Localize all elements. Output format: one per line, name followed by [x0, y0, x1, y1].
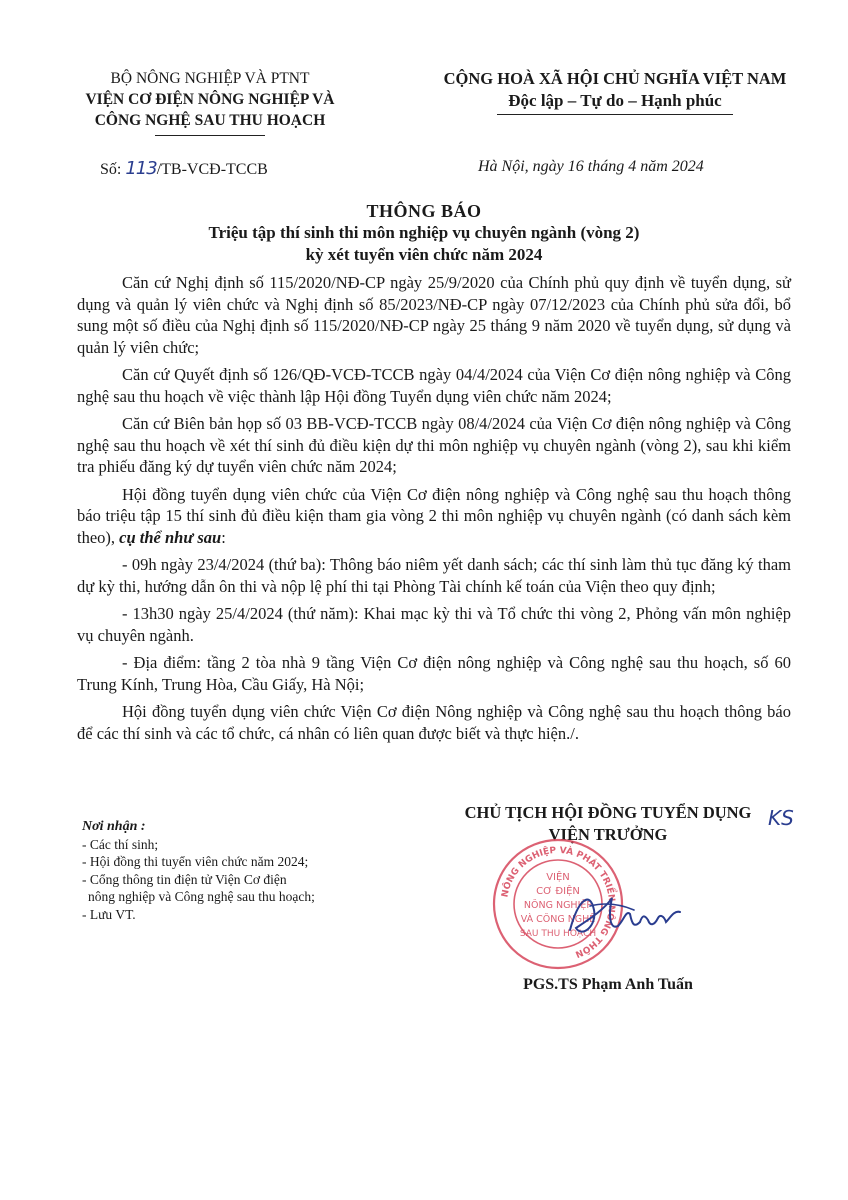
seal-center-line: VIỆN	[546, 872, 570, 883]
announcement-emphasis: cụ thể như sau	[119, 527, 222, 547]
recipients-block	[82, 818, 402, 923]
seal-center-line: SAU THU HOẠCH	[519, 929, 597, 939]
seal-center-line: CƠ ĐIỆN	[536, 886, 580, 897]
document-title	[60, 200, 788, 266]
doc-number-handwritten: 113	[125, 158, 157, 179]
institute-name-line2: CÔNG NGHỆ SAU THU HOẠCH	[94, 112, 326, 129]
seal-ring-text: NÔNG NGHIỆP VÀ PHÁT TRIỂN NÔNG THÔN	[500, 845, 617, 959]
schedule-item-location: - Địa điểm: tầng 2 tòa nhà 9 tầng Viện Cơ điện nông nghiệp và Công nghệ sau thu hoạch, số 60 Trung Kính, Trung Hòa, Cầu Giấy, Hà Nội;	[77, 653, 791, 694]
recipients-heading: Nơi nhận :	[82, 819, 146, 834]
ministry-name: BỘ NÔNG NGHIỆP VÀ PTNT	[110, 70, 310, 87]
announcement-colon: :	[221, 527, 226, 547]
paragraph-legal-basis-2: Căn cứ Quyết định số 126/QĐ-VCĐ-TCCB ngày 04/4/2024 của Viện Cơ điện nông nghiệp và Công nghệ sau thu hoạch về việc thành lập Hội đồng Tuyển dụng viên chức năm 2024;	[77, 365, 791, 406]
doc-number-suffix: /TB-VCĐ-TCCB	[156, 161, 268, 178]
signer-name: PGS.TS Phạm Anh Tuấn	[523, 976, 693, 993]
header-right-underline	[497, 114, 733, 115]
title-line2: Triệu tập thí sinh thi môn nghiệp vụ chuyên ngành (vòng 2)	[208, 223, 640, 242]
announcement-text: Hội đồng tuyển dụng viên chức của Viện Cơ điện nông nghiệp và Công nghệ sau thu hoạch thông báo triệu tập 15 thí sinh đủ điều kiện tham gia vòng 2 thi môn nghiệp vụ chuyên ngành (có danh sách kèm theo),	[77, 484, 791, 547]
header-right	[410, 68, 820, 115]
signature-stroke	[570, 898, 680, 932]
document-number	[100, 158, 268, 179]
institute-name-line1: VIỆN CƠ ĐIỆN NÔNG NGHIỆP VÀ	[85, 91, 335, 108]
schedule-item-2: - 13h30 ngày 25/4/2024 (thứ năm): Khai mạc kỳ thi và Tổ chức thi vòng 2, Phỏng vấn môn nghiệp vụ chuyên ngành.	[77, 604, 791, 645]
seal-center-line: NÔNG NGHIỆP	[523, 900, 593, 911]
document-body	[77, 272, 791, 750]
recipient-item: nông nghiệp và Công nghệ sau thu hoạch;	[88, 889, 315, 904]
country-name: CỘNG HOÀ XÃ HỘI CHỦ NGHĨA VIỆT NAM	[443, 69, 787, 88]
title-line1: THÔNG BÁO	[366, 201, 482, 221]
signer-role-director: VIỆN TRƯỞNG	[548, 825, 668, 844]
recipient-item: - Cổng thông tin điện tử Viện Cơ điện	[82, 871, 287, 887]
doc-number-prefix: Số:	[100, 161, 126, 178]
paragraph-closing: Hội đồng tuyển dụng viên chức Viện Cơ điện Nông nghiệp và Công nghệ sau thu hoạch thông báo để các thí sinh và các tổ chức, cá nhân có liên quan được biết và thực hiện./.	[77, 702, 791, 743]
schedule-item-1: - 09h ngày 23/4/2024 (thứ ba): Thông báo niêm yết danh sách; các thí sinh làm thủ tục đăng ký tham dự kỳ thi, hướng dẫn ôn thi và nộp lệ phí thi tại Phòng Tài chính kế toán của Viện theo quy định;	[77, 555, 791, 596]
recipient-item: - Lưu VT.	[82, 906, 136, 922]
seal-center-line: VÀ CÔNG NGHỆ	[520, 914, 596, 925]
recipient-item: - Các thí sinh;	[82, 836, 159, 852]
date-line: Hà Nội, ngày 16 tháng 4 năm 2024	[478, 158, 704, 175]
handwritten-initials: KS	[768, 806, 794, 830]
paragraph-legal-basis-3: Căn cứ Biên bản họp số 03 BB-VCĐ-TCCB ngày 08/4/2024 của Viện Cơ điện nông nghiệp và Công nghệ sau thu hoạch về xét thí sinh đủ điều kiện dự thi môn nghiệp vụ chuyên ngành (vòng 2), sau khi kiểm tra phiếu đăng ký dự tuyển viên chức năm 2024;	[77, 414, 791, 476]
paragraph-announcement	[77, 484, 791, 549]
paragraph-legal-basis-1: Căn cứ Nghị định số 115/2020/NĐ-CP ngày 25/9/2020 của Chính phủ quy định về tuyển dụng, sử dụng và quản lý viên chức và Nghị định số 85/2023/NĐ-CP ngày 07/12/2023 của Chính phủ sửa đổi, bổ sung một số điều của Nghị định số 115/2020/NĐ-CP ngày 25 tháng 9 năm 2020 về tuyển dụng, sử dụng và quản lý viên chức;	[77, 273, 791, 357]
signer-role-chair: CHỦ TỊCH HỘI ĐỒNG TUYỂN DỤNG	[464, 803, 752, 822]
header-left	[60, 68, 360, 136]
recipient-item: - Hội đồng thi tuyển viên chức năm 2024;	[82, 854, 309, 869]
national-motto: Độc lập – Tự do – Hạnh phúc	[508, 91, 722, 110]
signature-stroke	[590, 904, 634, 910]
handwritten-signature	[560, 880, 700, 950]
title-line3: kỳ xét tuyển viên chức năm 2024	[305, 245, 543, 264]
header-left-underline	[155, 135, 265, 136]
